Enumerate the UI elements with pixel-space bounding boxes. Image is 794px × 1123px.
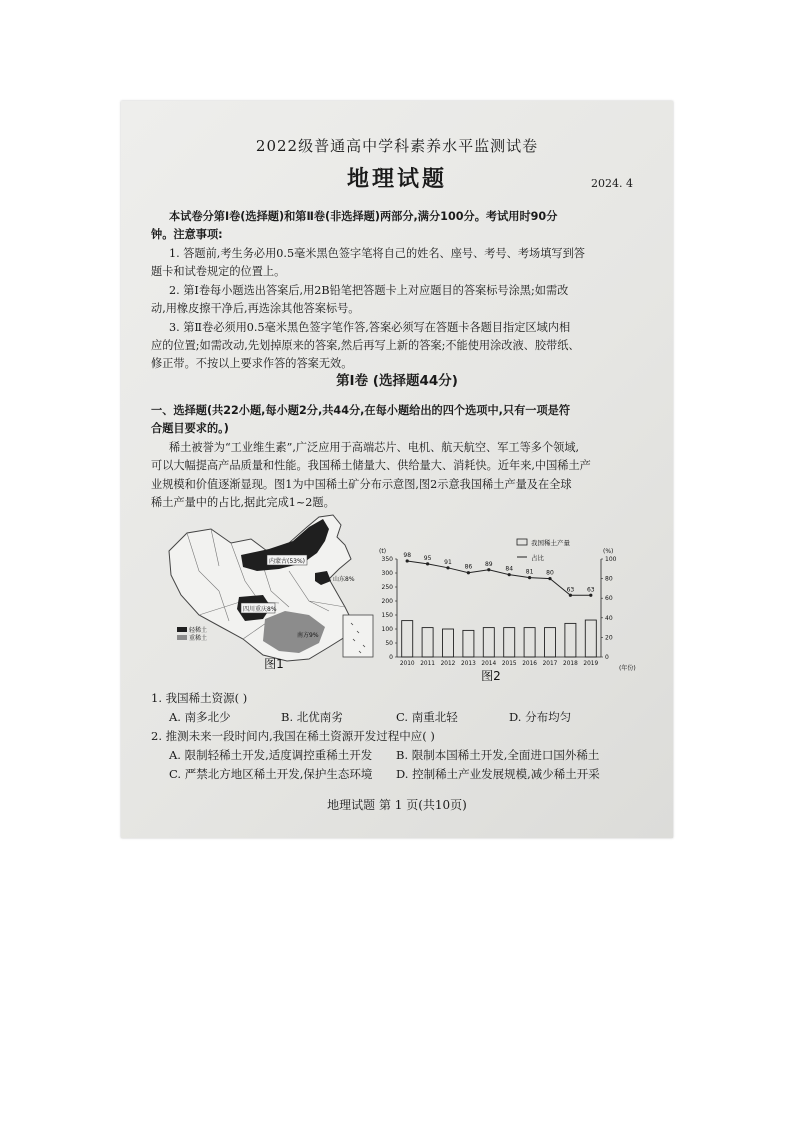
x-tick-label: 2011	[420, 661, 435, 667]
chart-line	[406, 559, 593, 597]
chart-bar-2015	[504, 628, 515, 657]
y-left-tick-label: 150	[381, 612, 393, 619]
q1-option-c: C. 南重北轻	[396, 710, 458, 724]
share-data-label: 63	[586, 586, 595, 594]
q2-option-b: B. 限制本国稀土开发,全面进口国外稀土	[396, 748, 600, 762]
passage-line1: 稀土被誉为“工业维生素”,广泛应用于高端芯片、电机、航天航空、军工等多个领域,	[169, 441, 580, 454]
share-point-2016	[528, 576, 531, 579]
figure1-caption: 图1	[264, 657, 284, 671]
figure2-production-chart	[369, 531, 659, 681]
y-left-tick-label: 0	[389, 654, 393, 661]
share-point-2018	[569, 594, 572, 597]
page-footer: 地理试题 第 1 页(共10页)	[327, 798, 467, 812]
exam-date: 2024. 4	[591, 177, 633, 190]
share-data-label: 95	[423, 554, 432, 562]
figure2-caption: 图2	[481, 669, 501, 681]
label-sichuan: 四川重庆8%	[243, 606, 277, 613]
instruction-item-2-line1: 2. 第Ⅰ卷每小题选出答案后,用2B铅笔把答题卡上对应题目的答案标号涂黑;如需改	[169, 284, 569, 297]
legend-heavy-label: 重稀土	[189, 635, 208, 642]
chart-bar-2012	[442, 629, 453, 657]
share-data-label: 91	[444, 558, 452, 566]
share-point-2010	[406, 559, 409, 562]
y-right-unit: (%)	[603, 548, 614, 555]
y-right-tick-label: 60	[605, 595, 613, 603]
q2-option-d: D. 控制稀土产业发展规模,减少稀土开采	[396, 767, 600, 781]
share-data-label: 84	[505, 565, 514, 573]
x-tick-label: 2010	[399, 661, 415, 667]
y-right-tick-label: 80	[605, 575, 613, 583]
y-right-tick-label: 0	[605, 654, 609, 661]
q1-option-a: A. 南多北少	[169, 710, 231, 724]
y-left-tick-label: 250	[381, 584, 393, 591]
share-point-2015	[508, 573, 511, 576]
y-right-tick-label: 20	[605, 634, 613, 642]
legend-heavy-swatch	[177, 635, 187, 640]
q2-stem: 2. 推测未来一段时间内,我国在稀土资源开发过程中应( )	[151, 729, 435, 743]
instruction-item-1-line1: 1. 答题前,考生务必用0.5毫米黑色签字笔将自己的姓名、座号、考号、考场填写到答	[169, 247, 585, 260]
y-left-tick-label: 300	[381, 570, 393, 577]
chart-bar-2013	[463, 630, 474, 657]
y-left-tick-label: 200	[381, 598, 393, 605]
y-left-tick-label: 50	[385, 640, 393, 647]
x-unit: (年份)	[619, 665, 636, 672]
x-tick-label: 2015	[501, 661, 517, 667]
share-point-2013	[467, 571, 470, 574]
q2-option-c: C. 严禁北方地区稀土开发,保护生态环境	[169, 767, 373, 781]
q1-option-b: B. 北优南劣	[281, 710, 343, 724]
share-point-2012	[446, 566, 449, 569]
y-left-tick-label: 100	[381, 626, 393, 633]
x-tick-label: 2016	[522, 661, 537, 667]
chart-bar-2014	[483, 628, 494, 657]
passage-line3: 业规模和价值逐渐显现。图1为中国稀土矿分布示意图,图2示意我国稀土产量及在全球	[151, 478, 572, 491]
instruction-item-3-line1: 3. 第Ⅱ卷必须用0.5毫米黑色签字笔作答,答案必须写在答题卡各题目指定区域内相	[169, 321, 571, 334]
share-data-label: 98	[403, 551, 412, 559]
share-data-label: 86	[464, 563, 473, 571]
share-data-label: 81	[525, 568, 534, 576]
instructions-intro-line2: 钟。注意事项:	[151, 228, 223, 241]
share-point-2011	[426, 562, 429, 565]
x-tick-label: 2017	[542, 661, 558, 667]
share-point-2017	[548, 577, 551, 580]
share-point-2014	[487, 568, 490, 571]
share-data-label: 80	[546, 569, 554, 577]
legend-light-swatch	[177, 627, 187, 632]
label-nanfang: 南方9%	[297, 632, 319, 639]
label-nei-menggu: 内蒙古(53%)	[269, 558, 306, 565]
chart-bars	[400, 620, 599, 667]
q1-option-d: D. 分布均匀	[509, 710, 572, 724]
section-heading-line1: 一、选择题(共22小题,每小题2分,共44分,在每小题给出的四个选项中,只有一项是符	[151, 404, 571, 417]
x-tick-label: 2013	[461, 661, 476, 667]
instruction-item-3-line2: 应的位置;如需改动,先划掉原来的答案,然后再写上新的答案;不能使用涂改液、胶带纸、	[151, 339, 580, 352]
passage-line4: 稀土产量中的占比,据此完成1~2题。	[151, 496, 335, 509]
chart-bar-2019	[585, 620, 596, 657]
q2-option-a: A. 限制轻稀土开发,适度调控重稀土开发	[169, 748, 373, 762]
legend-bar-swatch	[517, 539, 527, 545]
section-title: 第Ⅰ卷 (选择题44分)	[336, 373, 458, 389]
passage-line2: 可以大幅提高产品质量和性能。我国稀土储量大、供给量大、消耗快。近年来,中国稀土产	[151, 459, 591, 472]
legend-bar-label: 我国稀土产量	[531, 539, 570, 547]
y-right-tick-label: 100	[605, 556, 617, 563]
share-data-label: 63	[566, 586, 575, 594]
chart-bar-2018	[565, 623, 576, 657]
instruction-item-3-line3: 修正带。不按以上要求作答的答案无效。	[151, 357, 353, 370]
share-data-label: 89	[484, 560, 493, 568]
chart-bar-2010	[402, 621, 413, 657]
subject-title: 地理试题	[346, 167, 447, 192]
chart-bar-2011	[422, 628, 433, 657]
y-right-tick-label: 40	[605, 614, 613, 622]
y-left-tick-label: 350	[381, 556, 393, 563]
x-tick-label: 2012	[440, 661, 456, 667]
chart-bar-2017	[544, 628, 555, 657]
figure1-ree-map	[159, 511, 389, 671]
q1-stem: 1. 我国稀土资源( )	[151, 691, 248, 705]
x-tick-label: 2014	[481, 661, 497, 667]
share-point-2019	[589, 594, 592, 597]
x-tick-label: 2018	[563, 661, 578, 667]
instruction-item-2-line2: 动,用橡皮擦干净后,再选涂其他答案标号。	[151, 302, 360, 315]
section-heading-line2: 合题目要求的。)	[151, 422, 229, 435]
x-tick-label: 2019	[583, 661, 599, 667]
label-shandong: 山东8%	[333, 576, 355, 583]
instructions-intro-line1: 本试卷分第Ⅰ卷(选择题)和第Ⅱ卷(非选择题)两部分,满分100分。考试用时90分	[169, 210, 558, 223]
instruction-item-1-line2: 题卡和试卷规定的位置上。	[151, 265, 286, 278]
legend-light-label: 轻稀土	[189, 627, 208, 634]
y-left-unit: (t)	[379, 548, 387, 555]
legend-line-label: 占比	[531, 554, 544, 562]
exam-paper-photo	[121, 101, 673, 838]
chart-bar-2016	[524, 628, 535, 657]
exam-title: 2022级普通高中学科素养水平监测试卷	[255, 137, 539, 155]
